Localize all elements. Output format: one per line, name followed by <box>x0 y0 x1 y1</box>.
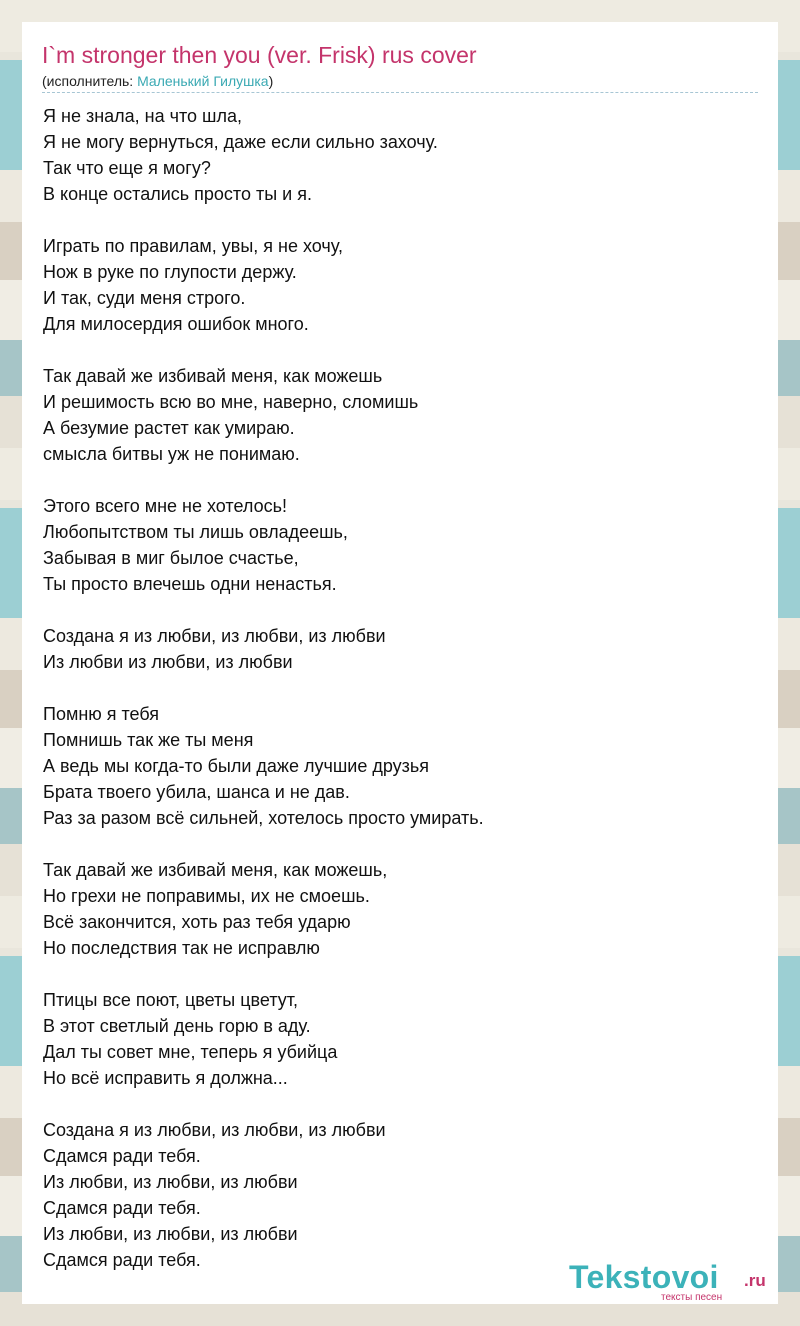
lyrics-line: Забывая в миг былое счастье, <box>43 548 299 568</box>
lyrics-line: Ты просто влечешь одни ненастья. <box>43 574 337 594</box>
lyrics-stanza <box>43 103 758 207</box>
title-divider <box>42 92 758 93</box>
artist-prefix: (исполнитель: <box>42 73 138 89</box>
lyrics-line: Так давай же избивай меня, как можешь <box>43 366 383 386</box>
song-title: I`m stronger then you (ver. Frisk) rus cover <box>42 42 477 68</box>
lyrics-line: Так давай же избивай меня, как можешь, <box>43 860 388 880</box>
lyrics-line: Но последствия так не исправлю <box>43 938 320 958</box>
lyrics-stanza <box>43 363 758 467</box>
lyrics-line: Сдамся ради тебя. <box>43 1250 201 1270</box>
lyrics-line: Так что еще я могу? <box>43 158 211 178</box>
lyrics-line: Помнишь так же ты меня <box>43 730 254 750</box>
lyrics-line: А ведь мы когда-то были даже лучшие друзья <box>43 756 430 776</box>
lyrics-line: Из любви, из любви, из любви <box>43 1172 298 1192</box>
lyrics-line: Для милосердия ошибок много. <box>43 314 309 334</box>
logo-tld: .ru <box>744 1271 766 1290</box>
lyrics-card <box>22 22 778 1304</box>
lyrics-line: смысла битвы уж не понимаю. <box>43 444 300 464</box>
lyrics-stanza <box>43 623 758 675</box>
lyrics-line: Нож в руке по глупости держу. <box>43 262 297 282</box>
logo-tagline: тексты песен <box>661 1292 723 1303</box>
lyrics-stanza <box>43 233 758 337</box>
artist-line <box>42 73 273 89</box>
lyrics-line: Дал ты совет мне, теперь я убийца <box>43 1042 338 1062</box>
lyrics-line: Из любви из любви, из любви <box>43 652 293 672</box>
lyrics-stanza <box>43 857 758 961</box>
lyrics-line: Я не могу вернуться, даже если сильно захочу. <box>43 132 438 152</box>
lyrics-line: Раз за разом всё сильней, хотелось просто умирать. <box>43 808 484 828</box>
lyrics-line: Играть по правилам, увы, я не хочу, <box>43 236 343 256</box>
lyrics-line: В конце остались просто ты и я. <box>43 184 312 204</box>
lyrics-text <box>43 103 758 1273</box>
lyrics-line: Помню я тебя <box>43 704 160 724</box>
lyrics-line: Сдамся ради тебя. <box>43 1198 201 1218</box>
lyrics-line: Из любви, из любви, из любви <box>43 1224 298 1244</box>
logo-name: Tekstovoi <box>569 1259 719 1295</box>
lyrics-line: А безумие растет как умираю. <box>43 418 295 438</box>
lyrics-line: Создана я из любви, из любви, из любви <box>43 626 386 646</box>
artist-suffix: ) <box>268 73 274 89</box>
lyrics-stanza <box>43 987 758 1091</box>
lyrics-line: Я не знала, на что шла, <box>43 106 243 126</box>
lyrics-stanza <box>43 701 758 831</box>
lyrics-line: Брата твоего убила, шанса и не дав. <box>43 782 350 802</box>
lyrics-line: В этот светлый день горю в аду. <box>43 1016 311 1036</box>
lyrics-line: Этого всего мне не хотелось! <box>43 496 287 516</box>
lyrics-line: Всё закончится, хоть раз тебя ударю <box>43 912 351 932</box>
site-logo[interactable] <box>569 1259 774 1303</box>
lyrics-stanza <box>43 1117 758 1273</box>
lyrics-stanza <box>43 493 758 597</box>
lyrics-line: Создана я из любви, из любви, из любви <box>43 1120 386 1140</box>
lyrics-line: Птицы все поют, цветы цветут, <box>43 990 299 1010</box>
lyrics-line: Но грехи не поправимы, их не смоешь. <box>43 886 370 906</box>
lyrics-line: Любопытством ты лишь овладеешь, <box>43 522 348 542</box>
lyrics-line: Сдамся ради тебя. <box>43 1146 201 1166</box>
lyrics-line: И решимость всю во мне, наверно, сломишь <box>43 392 419 412</box>
artist-link[interactable]: Маленький Гилушка <box>137 73 269 89</box>
lyrics-line: Но всё исправить я должна... <box>43 1068 288 1088</box>
lyrics-line: И так, суди меня строго. <box>43 288 246 308</box>
